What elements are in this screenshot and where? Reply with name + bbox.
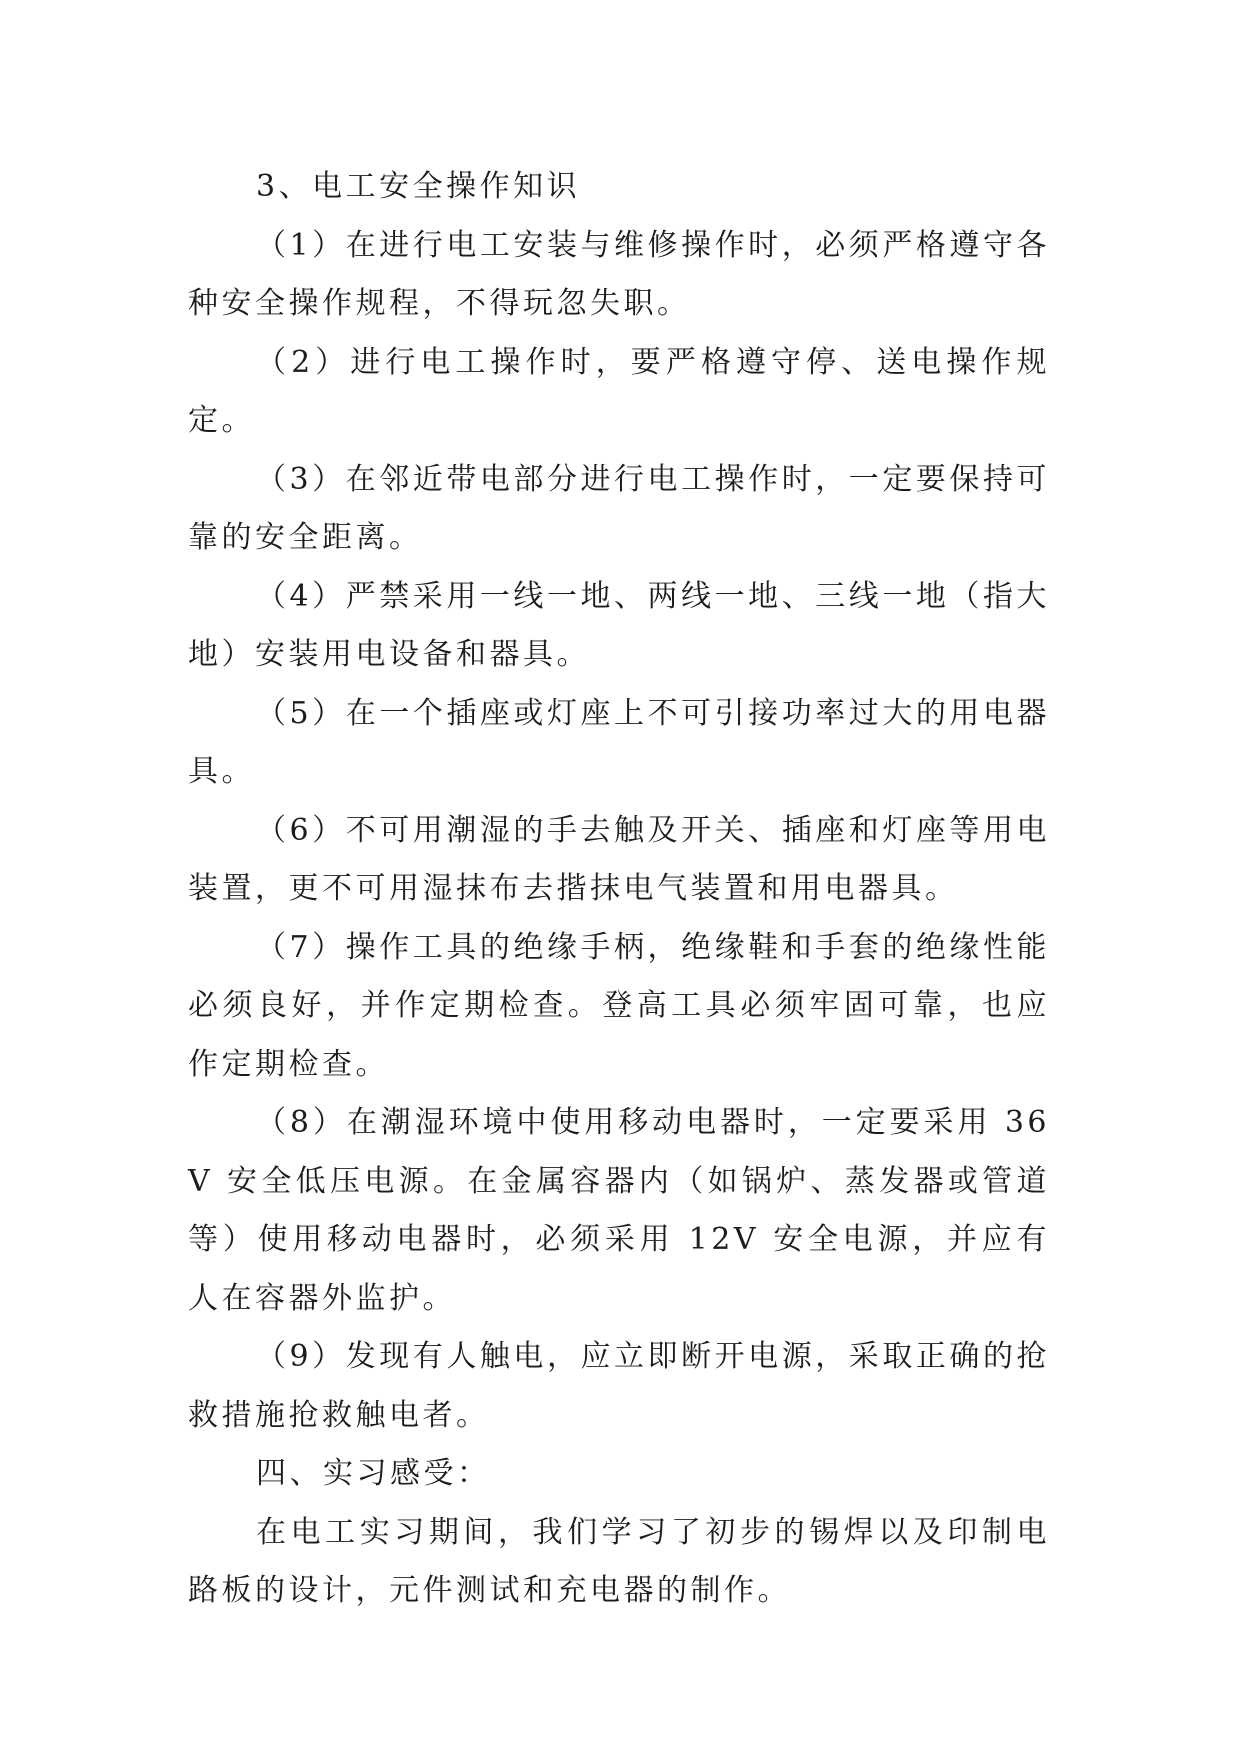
section-heading-internship-reflections: 四、实习感受： [256,1456,491,1491]
safety-rule-4: （4）严禁采用一线一地、两线一地、三线一地（指大地）安装用电设备和器具。 [188,578,1050,672]
section-heading-electrical-safety: 3、电工安全操作知识 [256,169,581,204]
safety-rule-8: （8）在潮湿环境中使用移动电器时，一定要采用 36V 安全低压电源。在金属容器内（如锅炉、蒸发器或管道等）使用移动电器时，必须采用 12V 安全电源，并应有人在容器外监护。 [188,1105,1050,1316]
safety-rule-5: （5）在一个插座或灯座上不可引接功率过大的用电器具。 [188,695,1050,789]
safety-rule-2: （2）进行电工操作时，要严格遵守停、送电操作规定。 [188,344,1050,438]
reflection-paragraph: 在电工实习期间，我们学习了初步的锡焊以及印制电路板的设计，元件测试和充电器的制作。 [188,1514,1050,1608]
safety-rule-1: （1）在进行电工安装与维修操作时，必须严格遵守各种安全操作规程，不得玩忽失职。 [188,227,1050,321]
safety-rule-6: （6）不可用潮湿的手去触及开关、插座和灯座等用电装置，更不可用湿抹布去揩抹电气装置和用电器具。 [188,812,1050,906]
safety-rule-3: （3）在邻近带电部分进行电工操作时，一定要保持可靠的安全距离。 [188,461,1050,555]
safety-rule-9: （9）发现有人触电，应立即断开电源，采取正确的抢救措施抢救触电者。 [188,1339,1050,1433]
safety-rule-7: （7）操作工具的绝缘手柄，绝缘鞋和手套的绝缘性能必须良好，并作定期检查。登高工具必须牢固可靠，也应作定期检查。 [188,929,1050,1082]
document-body [188,158,1050,1621]
